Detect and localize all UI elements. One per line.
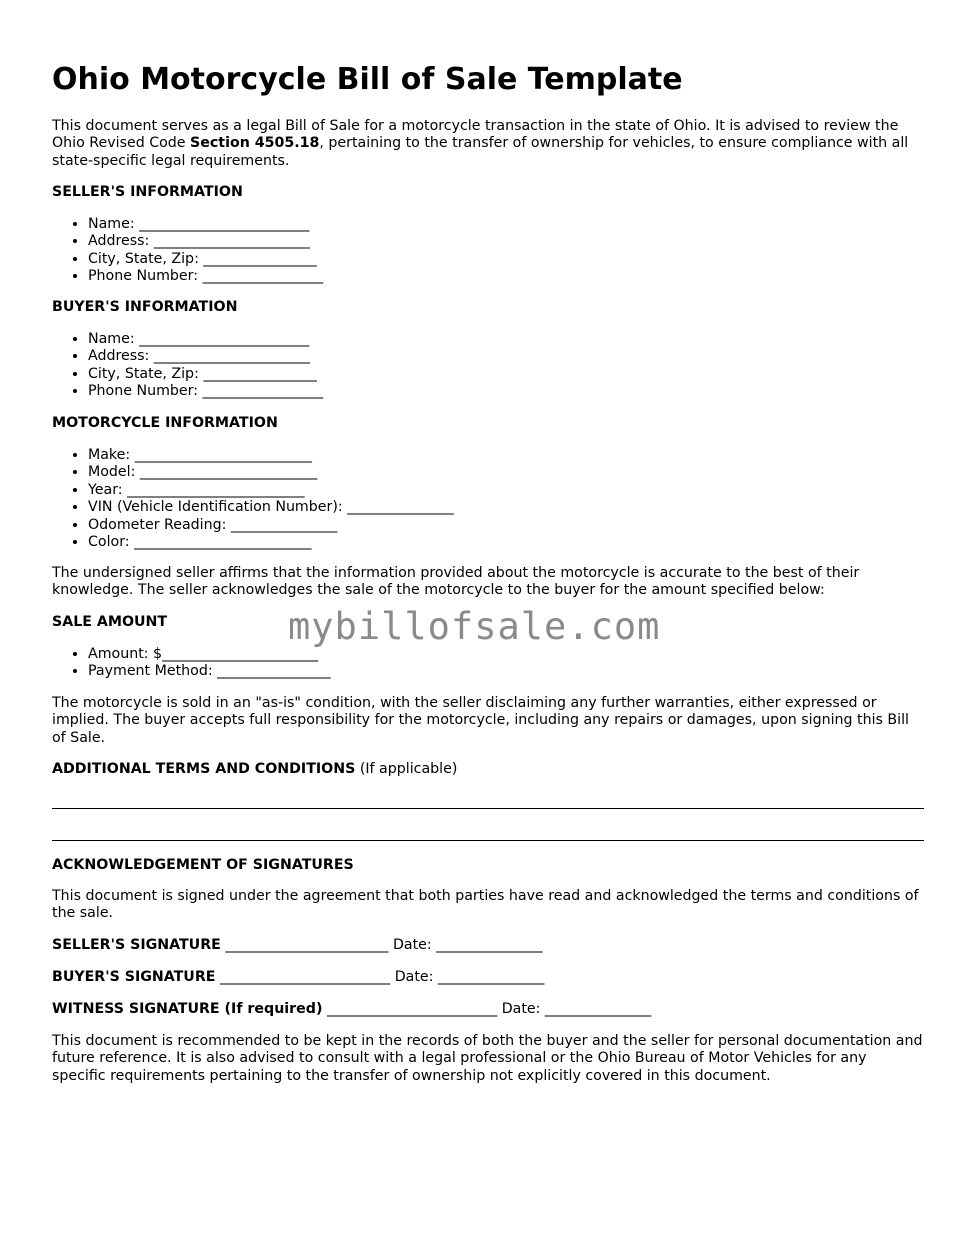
terms-heading-note: (If applicable) bbox=[355, 761, 458, 777]
seller-list bbox=[52, 216, 323, 286]
model-field[interactable]: • Model: _________________________ bbox=[88, 464, 454, 481]
page-title: Ohio Motorcycle Bill of Sale Template bbox=[52, 62, 683, 97]
terms-heading-label: ADDITIONAL TERMS AND CONDITIONS bbox=[52, 761, 356, 777]
intro-text-before: This document serves as a legal Bill of Sale for a motorcycle transaction in the state of Ohio. It is advised to review the Ohio Revised Code bbox=[52, 118, 899, 152]
terms-line-2[interactable] bbox=[52, 840, 924, 841]
amount-field[interactable]: • Amount: $______________________ bbox=[88, 646, 331, 663]
intro-text-after: , pertaining to the transfer of ownership for vehicles, to ensure compliance with all state-specific legal requirements. bbox=[52, 135, 909, 169]
seller-heading: SELLER'S INFORMATION bbox=[52, 184, 243, 200]
seller-city-state-zip-field[interactable]: • City, State, Zip: ________________ bbox=[88, 251, 323, 268]
code-section-reference: Section 4505.18 bbox=[190, 135, 320, 152]
buyer-signature-blank: ________________________ Date: _______________ bbox=[215, 969, 545, 985]
make-field[interactable]: • Make: _________________________ bbox=[88, 447, 454, 464]
odometer-field[interactable]: • Odometer Reading: _______________ bbox=[88, 517, 454, 534]
acknowledgement-heading: ACKNOWLEDGEMENT OF SIGNATURES bbox=[52, 857, 354, 873]
seller-name-field[interactable]: • Name: ________________________ bbox=[88, 216, 323, 233]
payment-method-field[interactable]: • Payment Method: ________________ bbox=[88, 663, 331, 680]
affirmation-paragraph: The undersigned seller affirms that the information provided about the motorcycle is accurate to the best of their knowledge. The seller acknowledges the sale of the motorcycle to the buyer for the amount specified below: bbox=[52, 565, 860, 599]
buyer-heading: BUYER'S INFORMATION bbox=[52, 299, 238, 315]
sale-amount-list bbox=[52, 646, 331, 681]
witness-signature-line[interactable] bbox=[52, 1001, 651, 1018]
buyer-city-state-zip-field[interactable]: • City, State, Zip: ________________ bbox=[88, 366, 323, 383]
closing-paragraph: This document is recommended to be kept in the records of both the buyer and the seller for personal documentation and future reference. It is also advised to consult with a legal professional or the Ohio Bureau of Motor Vehicles for any specific requirements pertaining to the transfer of ownership not explicitly covered in this document. bbox=[52, 1033, 923, 1084]
year-field[interactable]: • Year: _________________________ bbox=[88, 482, 454, 499]
acknowledgement-paragraph: This document is signed under the agreement that both parties have read and acknowledged the terms and conditions of the sale. bbox=[52, 888, 919, 922]
seller-signature-line[interactable] bbox=[52, 937, 543, 954]
motorcycle-list bbox=[52, 447, 454, 551]
seller-signature-label: SELLER'S SIGNATURE bbox=[52, 937, 221, 953]
vin-field[interactable]: • VIN (Vehicle Identification Number): _______________ bbox=[88, 499, 454, 516]
buyer-signature-line[interactable] bbox=[52, 969, 544, 986]
seller-signature-blank: _______________________ Date: _______________ bbox=[220, 937, 543, 953]
terms-heading bbox=[52, 761, 457, 778]
buyer-list bbox=[52, 331, 323, 401]
terms-line-1[interactable] bbox=[52, 808, 924, 809]
buyer-signature-label: BUYER'S SIGNATURE bbox=[52, 969, 216, 985]
buyer-name-field[interactable]: • Name: ________________________ bbox=[88, 331, 323, 348]
seller-address-field[interactable]: • Address: ______________________ bbox=[88, 233, 323, 250]
motorcycle-heading: MOTORCYCLE INFORMATION bbox=[52, 415, 278, 431]
seller-phone-field[interactable]: • Phone Number: _________________ bbox=[88, 268, 323, 285]
witness-signature-blank: ________________________ Date: _______________ bbox=[322, 1001, 652, 1017]
watermark-text: mybillofsale.com bbox=[288, 605, 661, 648]
buyer-address-field[interactable]: • Address: ______________________ bbox=[88, 348, 323, 365]
intro-paragraph bbox=[52, 118, 924, 170]
witness-signature-label: WITNESS SIGNATURE (If required) bbox=[52, 1001, 323, 1017]
sale-amount-heading: SALE AMOUNT bbox=[52, 614, 168, 630]
color-field[interactable]: • Color: _________________________ bbox=[88, 534, 454, 551]
as-is-paragraph: The motorcycle is sold in an "as-is" condition, with the seller disclaiming any further warranties, either expressed or implied. The buyer accepts full responsibility for the motorcycle, including any repairs or damages, upon signing this Bill of Sale. bbox=[52, 695, 909, 746]
buyer-phone-field[interactable]: • Phone Number: _________________ bbox=[88, 383, 323, 400]
